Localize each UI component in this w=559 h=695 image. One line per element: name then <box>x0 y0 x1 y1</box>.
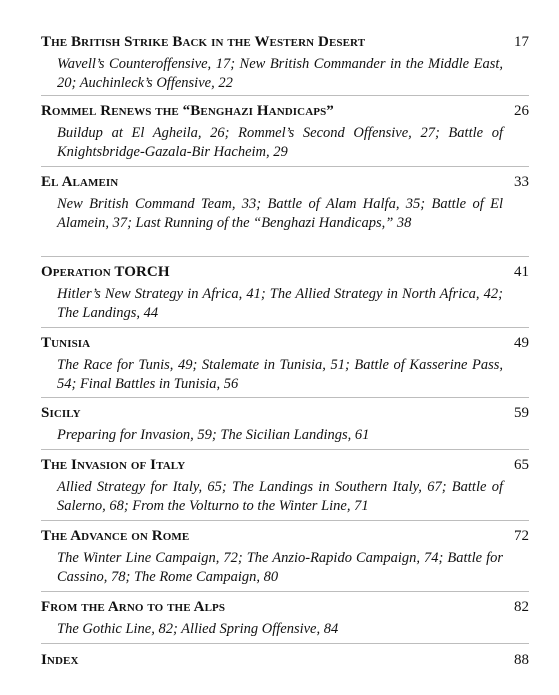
toc-entry-title: The Invasion of Italy <box>41 457 186 473</box>
toc-divider <box>41 256 529 257</box>
toc-entry-heading-row <box>0 457 559 479</box>
toc-entry-title: Tunisia <box>41 335 91 351</box>
toc-entry-title: El Alamein <box>41 174 119 190</box>
toc-entry-arno-to-alps <box>0 599 559 637</box>
toc-entry-index <box>0 652 559 674</box>
toc-entry-page-number: 59 <box>514 405 529 421</box>
toc-entry-invasion-of-italy <box>0 457 559 514</box>
toc-entry-subtopics: Wavell’s Counteroffensive, 17; New British Commander in the Middle East, 20; Auchinleck’s Offensive, 22 <box>57 56 503 91</box>
toc-entry-subtopics: The Winter Line Campaign, 72; The Anzio-Rapido Campaign, 74; Battle for Cassino, 78; The Rome Campaign, 80 <box>57 550 503 585</box>
toc-entry-heading-row <box>0 652 559 674</box>
toc-entry-heading-row <box>0 335 559 357</box>
toc-entry-operation-torch <box>0 264 559 321</box>
toc-divider <box>41 327 529 328</box>
toc-entry-heading-row <box>0 103 559 125</box>
toc-entry-subtopics: Allied Strategy for Italy, 65; The Landings in Southern Italy, 67; Battle of Salerno, 68; From the Volturno to the Winter Line, 71 <box>57 479 503 514</box>
toc-divider <box>41 166 529 167</box>
toc-entry-title: Operation TORCH <box>41 264 170 280</box>
toc-entry-title: The Advance on Rome <box>41 528 190 544</box>
toc-divider <box>41 95 529 96</box>
toc-entry-heading-row <box>0 599 559 621</box>
toc-entry-page-number: 88 <box>514 652 529 668</box>
toc-entry-page-number: 26 <box>514 103 529 119</box>
toc-entry-page-number: 65 <box>514 457 529 473</box>
toc-entry-advance-on-rome <box>0 528 559 585</box>
toc-divider <box>41 643 529 644</box>
toc-entry-heading-row <box>0 405 559 427</box>
toc-entry-el-alamein <box>0 174 559 231</box>
toc-divider <box>41 520 529 521</box>
toc-entry-subtopics: The Gothic Line, 82; Allied Spring Offensive, 84 <box>57 621 339 637</box>
toc-entry-page-number: 49 <box>514 335 529 351</box>
toc-entry-title: The British Strike Back in the Western Desert <box>41 34 366 50</box>
toc-entry-title: Rommel Renews the “Benghazi Handicaps” <box>41 103 334 119</box>
toc-entry-sicily <box>0 405 559 443</box>
toc-divider <box>41 397 529 398</box>
toc-entry-heading-row <box>0 264 559 286</box>
toc-entry-british-strike-back <box>0 34 559 91</box>
toc-entry-subtopics: Hitler’s New Strategy in Africa, 41; The Allied Strategy in North Africa, 42; The Landings, 44 <box>57 286 503 321</box>
toc-entry-subtopics: Preparing for Invasion, 59; The Sicilian Landings, 61 <box>57 427 370 443</box>
toc-divider <box>41 449 529 450</box>
toc-entry-heading-row <box>0 528 559 550</box>
toc-entry-page-number: 17 <box>514 34 529 50</box>
toc-entry-page-number: 82 <box>514 599 529 615</box>
toc-entry-page-number: 33 <box>514 174 529 190</box>
toc-entry-page-number: 72 <box>514 528 529 544</box>
toc-entry-tunisia <box>0 335 559 392</box>
toc-entry-heading-row <box>0 174 559 196</box>
toc-entry-rommel-renews <box>0 103 559 160</box>
toc-entry-subtopics: New British Command Team, 33; Battle of Alam Halfa, 35; Battle of El Alamein, 37; Last Running of the “Benghazi Handicaps,” 38 <box>57 196 503 231</box>
toc-entry-heading-row <box>0 34 559 56</box>
toc-entry-title: Index <box>41 652 79 668</box>
toc-entry-subtopics: Buildup at El Agheila, 26; Rommel’s Second Offensive, 27; Battle of Knightsbridge-Gazala-Bir Hacheim, 29 <box>57 125 503 160</box>
toc-entry-subtopics: The Race for Tunis, 49; Stalemate in Tunisia, 51; Battle of Kasserine Pass, 54; Final Battles in Tunisia, 56 <box>57 357 503 392</box>
toc-divider <box>41 591 529 592</box>
toc-entry-page-number: 41 <box>514 264 529 280</box>
toc-entry-title: From the Arno to the Alps <box>41 599 226 615</box>
toc-entry-title: Sicily <box>41 405 81 421</box>
